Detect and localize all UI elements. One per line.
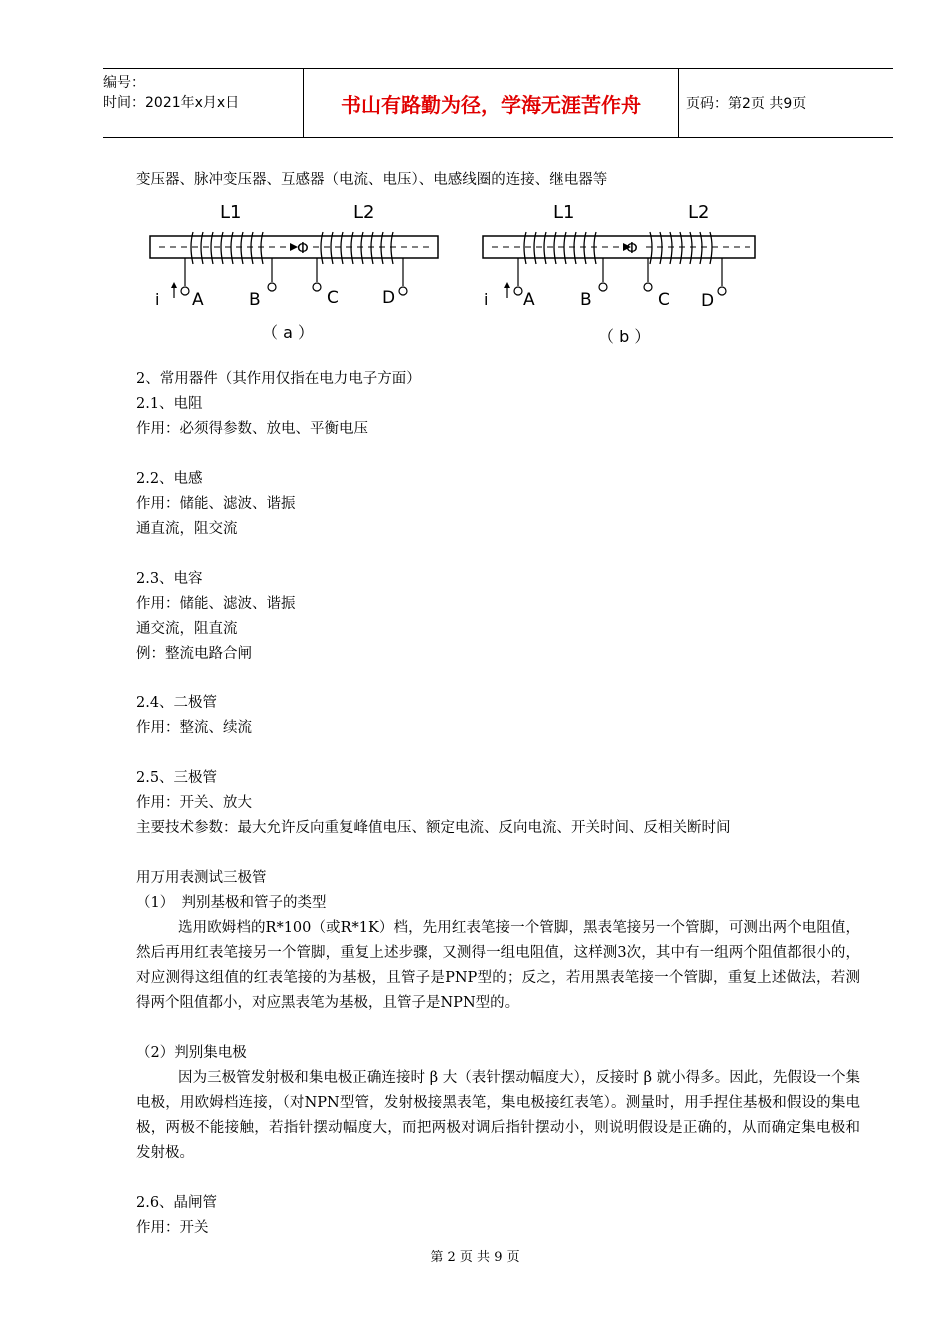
coil-l2-reversed	[650, 232, 712, 264]
section-heading: 2.5、三极管	[136, 770, 218, 786]
body-text: 通直流，阻交流	[136, 521, 238, 537]
body-text: 作用：开关	[136, 1220, 209, 1236]
coil-l1	[191, 232, 263, 264]
header-motto: 书山有路勤为径，学海无涯苦作舟	[341, 92, 641, 117]
transformer-diagram-b	[478, 198, 778, 353]
section-heading: 2.1、电阻	[136, 396, 203, 412]
terminal-a: A	[523, 290, 535, 310]
label-l2: L2	[688, 202, 710, 223]
terminal-c: C	[658, 290, 670, 310]
step-paragraph: 因为三极管发射极和集电极正确连接时 β 大（表针摆动幅度大），反接时 β 就小得多。因此，先假设一个集电极，用欧姆档连接，（对NPN型管，发射极接黑表笔，集电极接红表笔）。测量时，用手捏住基极和假设的集电极，两极不能接触，若指针摆动幅度大，而把两极对调后指针摆动小，则说明假设是正确的，从而确定集电极和发射极。	[136, 1070, 860, 1161]
body-text: 作用：开关、放大	[136, 795, 252, 811]
section-heading: 2.2、电感	[136, 471, 203, 487]
step-title: （2）判别集电极	[136, 1045, 247, 1061]
label-i: i	[155, 290, 160, 309]
terminal-b: B	[249, 290, 261, 310]
header-divider	[678, 69, 679, 137]
terminal-c: C	[327, 288, 339, 308]
label-l1: L1	[220, 202, 242, 223]
current-arrowhead	[171, 282, 177, 288]
step-title: （1） 判别基极和管子的类型	[136, 895, 327, 911]
coil-l2	[321, 232, 393, 264]
body-text: 例：整流电路合闸	[136, 646, 252, 662]
section-heading: 2.6、晶闸管	[136, 1195, 218, 1211]
page-header	[103, 68, 893, 138]
label-phi: Φ	[297, 239, 309, 257]
body-text: 主要技术参数：最大允许反向重复峰值电压、额定电流、反向电流、开关时间、反相关断时间	[136, 820, 731, 836]
time-label: 时间：2021年x月x日	[103, 95, 240, 111]
serial-label: 编号：	[103, 75, 145, 91]
section-heading: 2.4、二极管	[136, 695, 218, 711]
body-text: 作用：储能、滤波、谐振	[136, 496, 296, 512]
header-page-label: 页码：第2页 共9页	[686, 96, 807, 112]
terminal-d: D	[382, 288, 396, 308]
coil-l1	[524, 232, 596, 264]
current-arrowhead	[504, 282, 510, 288]
transformer-diagram-a	[145, 198, 445, 353]
section-heading: 2、常用器件（其作用仅指在电力电子方面）	[136, 371, 421, 387]
body-text: 通交流，阻直流	[136, 621, 238, 637]
step-paragraph: 选用欧姆档的R*100（或R*1K）档，先用红表笔接一个管脚，黑表笔接另一个管脚，可测出两个电阻值，然后再用红表笔接另一个管脚，重复上述步骤，又测得一组电阻值，这样测3次，其中有一组两个阻值都很小的，对应测得这组值的红表笔接的为基极，且管子是PNP型的；反之，若用黑表笔接一个管脚，重复上述做法，若测得两个阻值都小，对应黑表笔为基极，且管子是NPN型的。	[136, 920, 860, 1011]
body-text: 作用：必须得参数、放电、平衡电压	[136, 421, 368, 437]
terminal-b: B	[580, 290, 592, 310]
terminal-d: D	[701, 291, 715, 311]
section-heading: 用万用表测试三极管	[136, 870, 267, 886]
section-heading: 2.3、电容	[136, 571, 203, 587]
intro-line: 变压器、脉冲变压器、互感器（电流、电压）、电感线圈的连接、继电器等	[136, 172, 608, 188]
label-phi: Φ	[626, 239, 638, 257]
caption-b: （ b ）	[598, 327, 651, 346]
body-text: 作用：整流、续流	[136, 720, 252, 736]
header-left	[103, 69, 303, 137]
label-l1: L1	[553, 202, 575, 223]
label-i: i	[484, 290, 489, 309]
terminal-a: A	[192, 290, 204, 310]
caption-a: （ a ）	[262, 323, 314, 342]
body-text: 作用：储能、滤波、谐振	[136, 596, 296, 612]
page-footer: 第 2 页 共 9 页	[430, 1250, 520, 1265]
label-l2: L2	[353, 202, 375, 223]
